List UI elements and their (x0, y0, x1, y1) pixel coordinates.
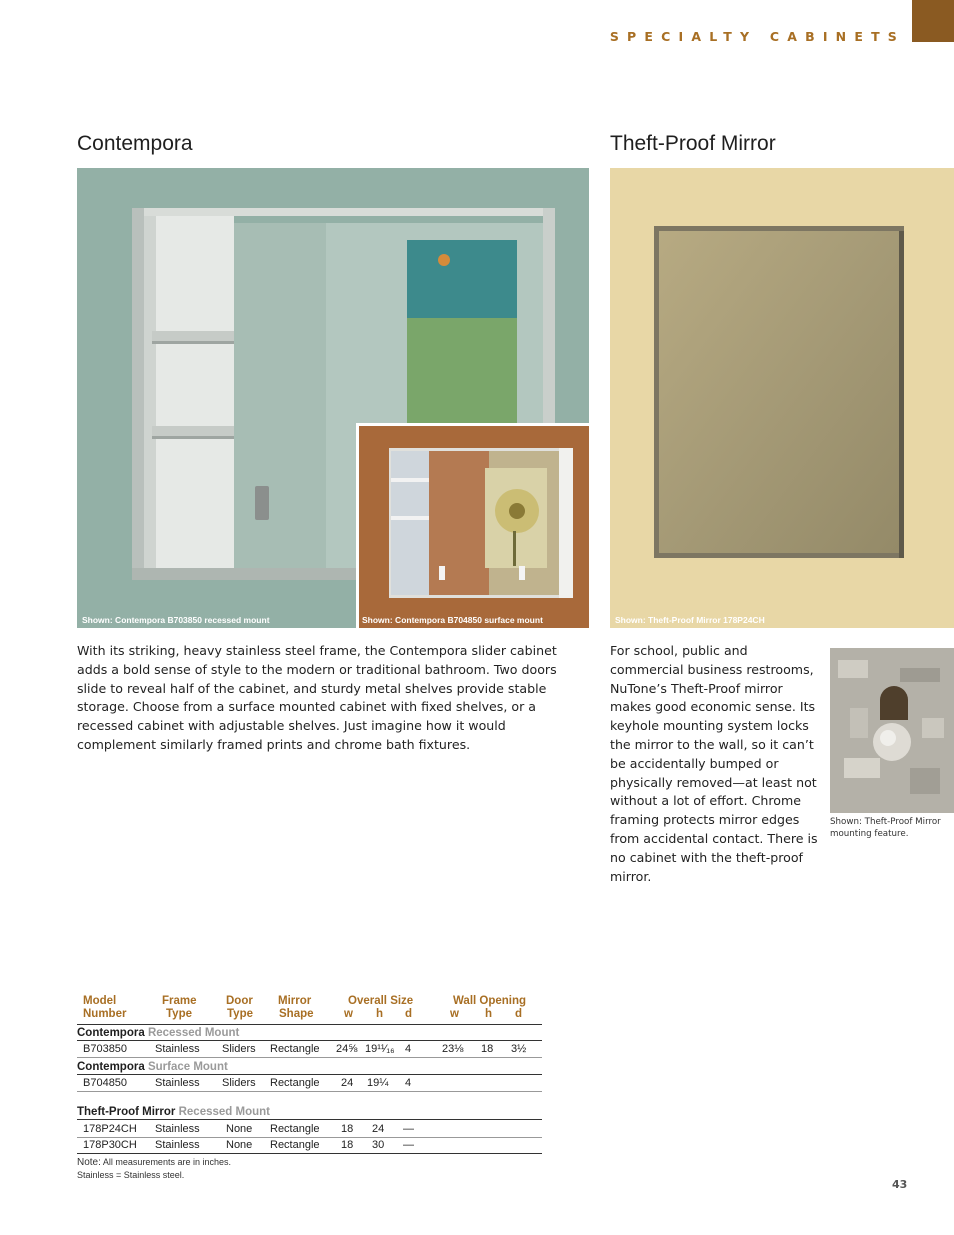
cell-model: B703850 (83, 1043, 128, 1055)
group-mount: Recessed Mount (178, 1106, 270, 1118)
group-name: Contempora (77, 1061, 145, 1073)
group-rule (77, 1074, 542, 1075)
corner-tab (912, 0, 954, 42)
keyhole-mount-photo (830, 648, 954, 813)
header-model-1: Model (83, 995, 117, 1007)
header-rule (77, 1024, 542, 1025)
note-label: Note: (77, 1157, 101, 1168)
cell-model: 178P24CH (83, 1123, 137, 1135)
header-wall-d: d (515, 1008, 523, 1020)
cell-shape: Rectangle (270, 1139, 320, 1151)
group-name: Contempora (77, 1027, 145, 1039)
cell-frame: Stainless (155, 1077, 200, 1089)
header-frame-2: Type (166, 1008, 192, 1020)
keyhole-illustration (830, 648, 954, 813)
note-measurements: All measurements are in inches. (102, 1157, 231, 1167)
cell-overall-d: — (403, 1123, 414, 1135)
row-rule (77, 1137, 542, 1138)
cell-shape: Rectangle (270, 1123, 320, 1135)
header-model-2: Number (83, 1008, 127, 1020)
cell-overall-h: 19¼ (367, 1077, 389, 1089)
theft-proof-caption: Shown: Theft-Proof Mirror 178P24CH (615, 615, 765, 625)
cell-door: Sliders (222, 1077, 256, 1089)
group-name: Theft-Proof Mirror (77, 1106, 176, 1118)
contempora-inset-caption: Shown: Contempora B704850 surface mount (362, 615, 543, 625)
cell-wall-d: 3½ (511, 1043, 527, 1055)
cell-frame: Stainless (155, 1139, 200, 1151)
group-theft-proof-recessed (77, 1106, 270, 1118)
cell-overall-w: 24⅝ (336, 1043, 358, 1055)
cell-door: None (226, 1123, 253, 1135)
header-overall-h: h (376, 1008, 384, 1020)
theft-proof-title: Theft-Proof Mirror (610, 132, 776, 155)
header-frame-1: Frame (162, 995, 197, 1007)
surface-cabinet-illustration (359, 426, 589, 628)
row-rule (77, 1091, 542, 1092)
header-wall-w: w (450, 1008, 459, 1020)
header-wall-h: h (485, 1008, 493, 1020)
cell-shape: Rectangle (270, 1043, 320, 1055)
contempora-description: With its striking, heavy stainless steel frame, the Contempora slider cabinet adds a bold sense of style to the modern or traditional bathroom. Two doors slide to reveal half of the cabinet, and sturdy metal shelves provide stable storage. Choose from a surface mounted cabinet with fixed shelves, or a recessed cabinet with adjustable shelves. Just imagine how it would complement similarly framed prints and chrome bath fixtures. (77, 643, 557, 752)
group-mount: Recessed Mount (147, 1027, 240, 1039)
contempora-title: Contempora (77, 132, 193, 155)
header-overall-size: Overall Size (348, 995, 414, 1007)
cell-wall-w: 23⅛ (442, 1043, 464, 1055)
cell-door: Sliders (222, 1043, 256, 1055)
cell-overall-d: 4 (405, 1077, 412, 1089)
group-rule (77, 1119, 542, 1120)
group-contempora-surface (77, 1061, 228, 1073)
header-overall-d: d (405, 1008, 413, 1020)
header-overall-w: w (344, 1008, 353, 1020)
header-wall-opening: Wall Opening (453, 995, 527, 1007)
cell-overall-h: 24 (372, 1123, 385, 1135)
cell-frame: Stainless (155, 1043, 200, 1055)
header-mirror-2: Shape (279, 1008, 314, 1020)
header-door-2: Type (227, 1008, 253, 1020)
group-rule (77, 1040, 542, 1041)
cell-door: None (226, 1139, 253, 1151)
group-mount: Surface Mount (147, 1061, 228, 1073)
table-note (77, 1156, 231, 1181)
cell-overall-w: 18 (341, 1123, 354, 1135)
cell-overall-w: 24 (341, 1077, 354, 1089)
table-bottom-rule (77, 1153, 542, 1154)
cell-overall-w: 18 (341, 1139, 354, 1151)
cell-overall-d: — (403, 1139, 414, 1151)
contempora-surface-photo (356, 423, 589, 628)
theft-proof-mirror-photo (610, 168, 954, 628)
page-number: 43 (892, 1178, 908, 1191)
cell-overall-h: 30 (372, 1139, 385, 1151)
cell-wall-h: 18 (481, 1043, 494, 1055)
header-door-1: Door (226, 995, 253, 1007)
cell-shape: Rectangle (270, 1077, 320, 1089)
cell-overall-h: 19¹¹⁄₁₆ (365, 1043, 395, 1055)
header-mirror-1: Mirror (278, 995, 312, 1007)
theft-proof-description: For school, public and commercial business restrooms, NuTone’s Theft-Proof mirror makes good economic sense. Its keyhole mounting system locks the mirror to the wall, so it can’t be accidentally bumped or physically removed—at least not without a lot of effort. Chrome framing protects mirror edges from accidental contact. There is no cabinet with the theft-proof mirror. (610, 643, 818, 884)
cell-frame: Stainless (155, 1123, 200, 1135)
row-rule (77, 1057, 542, 1058)
cell-overall-d: 4 (405, 1043, 412, 1055)
note-stainless: Stainless = Stainless steel. (77, 1170, 185, 1180)
cell-model: 178P30CH (83, 1139, 137, 1151)
contempora-main-caption: Shown: Contempora B703850 recessed mount (82, 615, 270, 625)
group-contempora-recessed (77, 1027, 239, 1039)
mirror-illustration (610, 168, 954, 628)
cell-model: B704850 (83, 1077, 128, 1089)
section-label: SPECIALTY CABINETS (609, 29, 905, 44)
keyhole-caption: Shown: Theft-Proof Mirror mounting feature. (830, 817, 941, 840)
